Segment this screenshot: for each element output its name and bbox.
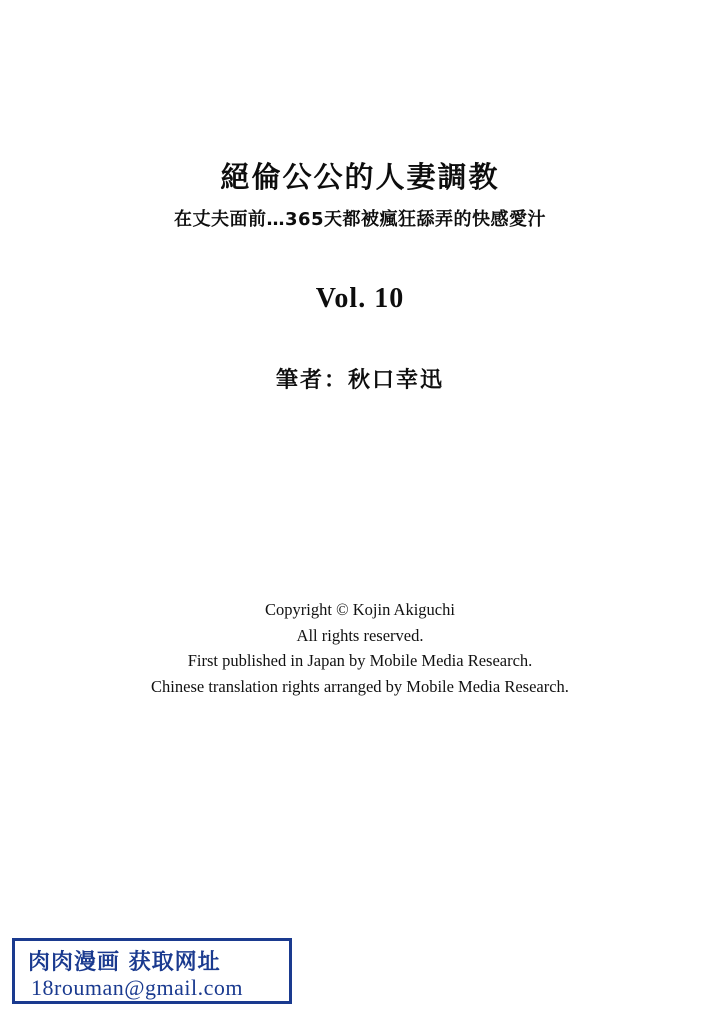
page-title: 絕倫公公的人妻調教 <box>220 160 500 194</box>
copyright-line-3: First published in Japan by Mobile Media Research. <box>187 651 533 670</box>
copyright-line-1: Copyright © Kojin Akiguchi <box>265 600 455 619</box>
volume-label: Vol. 10 <box>315 283 405 315</box>
copyright-block <box>0 597 720 699</box>
watermark-banner <box>12 938 292 1004</box>
watermark-site-name: 肉肉漫画 获取网址 <box>28 950 221 975</box>
page-subtitle: 在丈夫面前…365天都被瘋狂舔弄的快感愛汁 <box>173 208 547 230</box>
watermark-inner <box>15 941 289 1001</box>
copyright-line-4: Chinese translation rights arranged by Mobile Media Research. <box>151 676 569 696</box>
watermark-email: 18rouman@gmail.com <box>31 975 243 1000</box>
copyright-line-2: All rights reserved. <box>296 625 424 645</box>
author-label: 筆者：秋口幸迅 <box>275 368 444 394</box>
title-block <box>0 160 720 394</box>
